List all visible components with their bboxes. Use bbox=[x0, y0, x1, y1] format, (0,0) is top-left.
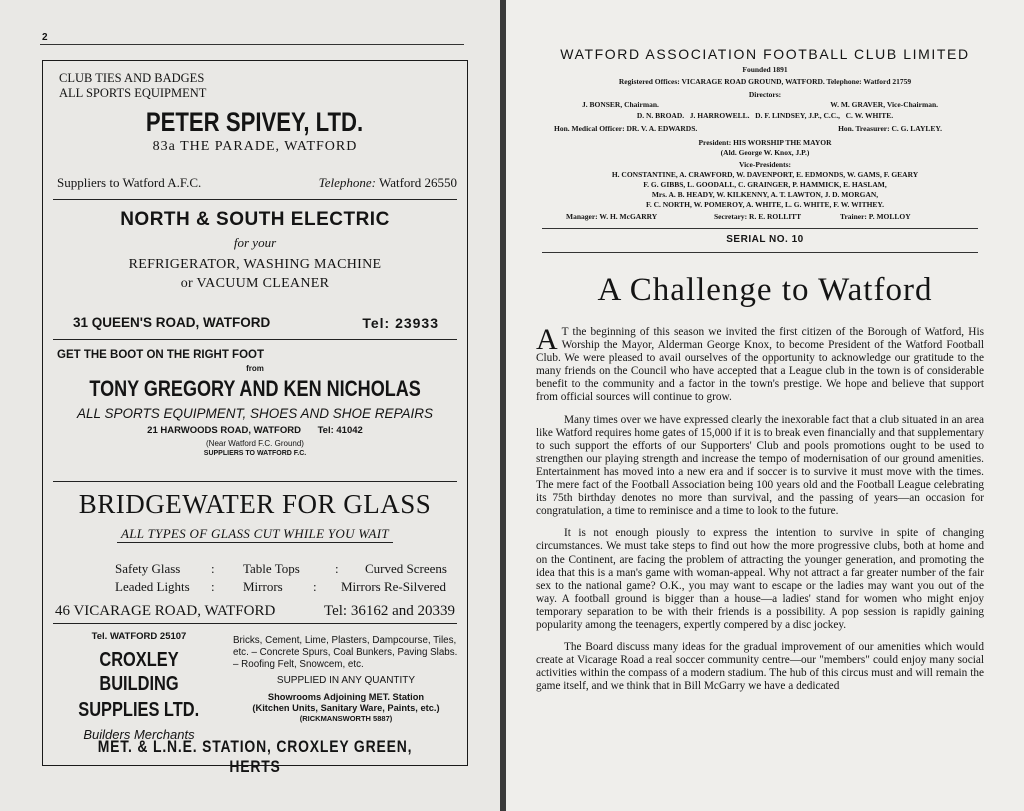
glass-item: Table Tops bbox=[243, 561, 300, 576]
header-rule bbox=[542, 228, 978, 229]
spivey-address: 83a THE PARADE, WATFORD bbox=[152, 139, 358, 154]
chairman: J. BONSER, Chairman. bbox=[582, 100, 659, 109]
croxley-name-2: SUPPLIES LTD. bbox=[78, 699, 200, 721]
electric-address: 31 QUEEN'S ROAD, WATFORD bbox=[73, 315, 271, 330]
top-rule bbox=[40, 44, 464, 45]
medical-officer: Hon. Medical Officer: DR. V. A. EDWARDS. bbox=[554, 124, 698, 133]
glass-name: BRIDGEWATER FOR GLASS bbox=[78, 489, 432, 519]
left-page bbox=[0, 0, 500, 811]
vice-presidents-line: H. CONSTANTINE, A. CRAWFORD, W. DAVENPORT, E. EDMONDS, W. GAMS, F. GEARY bbox=[611, 170, 919, 179]
glass-address: 46 VICARAGE ROAD, WATFORD bbox=[55, 603, 276, 619]
glass-separator: : bbox=[313, 579, 317, 594]
glass-separator: : bbox=[335, 561, 339, 576]
article-paragraph: It is not enough piously to express the intention to survive in spite of changing circumstances. We must take steps to find out how the more progressive clubs, both at home and on the Continent, are facing the problem of attracting the younger generation, and promoting the idea that this is a man's game with woman-appeal. Why not attract a far greater number of the fair sex to the national game? O.K., you may want to escape or the ladies may want you out of the way. A football ground is bigger than a house—a ladies' stand for women who might enjoy temporary separation to be with their friends is a possibility. A pop session is rapidly gaining popularity among the teenagers, expertly compered by a disc jockey. bbox=[536, 527, 984, 631]
spivey-telephone-label: Telephone: bbox=[318, 175, 376, 190]
advert-frame bbox=[42, 60, 468, 776]
vice-presidents-line: F. C. NORTH, W. POMEROY, A. WHITE, L. G. WHITE, F. W. WITHEY. bbox=[645, 200, 885, 209]
electric-items-2: or VACUUM CLEANER bbox=[180, 276, 330, 291]
glass-tel: Tel: 36162 and 20339 bbox=[323, 603, 455, 619]
glass-tagline: ALL TYPES OF GLASS CUT WHILE YOU WAIT bbox=[117, 526, 393, 543]
vice-presidents-line: Mrs. A. B. HEADY, W. KILKENNY, A. T. LAWTON, J. D. MORGAN, bbox=[651, 190, 879, 199]
boot-near: (Near Watford F.C. Ground) bbox=[206, 439, 304, 448]
right-page bbox=[506, 0, 1024, 811]
directors-list: D. N. BROAD. J. HARROWELL. D. F. LINDSEY, J.P., C.C., C. W. WHITE. bbox=[636, 111, 894, 120]
vice-presidents-label: Vice-Presidents: bbox=[738, 160, 792, 169]
article-headline: A Challenge to Watford bbox=[597, 272, 933, 308]
drop-cap: A bbox=[536, 323, 558, 356]
article-paragraph: The Board discuss many ideas for the gradual improvement of our amenities which would create at Vicarage Road a real soccer community centre—our "members" could enjoy many social activities within the compass of a modern stadium. The hub of this circus must and will remain the game itself, and we think that in Bill McGarry we have a dedicated bbox=[536, 641, 984, 693]
article-paragraph: Many times over we have expressed clearly the inexorable fact that a club situated in an area like Watford requires home gates of 15,000 if it is to break even financially and that supplementary to such support the efforts of our Supporters' Club and pools promotions ought to be used to strengthen our playing strength and increase the tempo of modernisation of our ground amenities. Entertainment has moved into a new era and if soccer is to survive it must move with the times. The mere fact of the Football Association being 100 years old and the Football League celebrating its 75th birthday denotes no more than survival, and the passing of years—an occasion for congratulation, a time to reminisce and a time to look to the future. bbox=[536, 413, 984, 518]
glass-item: Mirrors bbox=[243, 579, 283, 594]
glass-item: Curved Screens bbox=[365, 561, 447, 576]
article-paragraph: A T the beginning of this season we invited the first citizen of the Borough of Watford, His Worship the Mayor, Alderman George Knox, to become President of the Watford Football Club. We were pleased to avail ourselves of the opportunity to acknowledge our gratitude to the many friends on the Council who have accepted that a League club in the town is of considerable benefit to the community and a factor in the town's prestige. We hope and believe that support from official sources will continue to grow. bbox=[536, 323, 984, 404]
glass-item: Mirrors Re-Silvered bbox=[341, 579, 447, 594]
boot-names: TONY GREGORY AND KEN NICHOLAS bbox=[89, 376, 421, 401]
glass-item: Safety Glass bbox=[115, 561, 181, 576]
croxley-rickmansworth: (RICKMANSWORTH 5887) bbox=[299, 714, 393, 723]
secretary: Secretary: R. E. ROLLITT bbox=[714, 212, 802, 221]
vice-chairman: W. M. GRAVER, Vice-Chairman. bbox=[830, 100, 938, 109]
directors-label: Directors: bbox=[748, 90, 782, 99]
article-body bbox=[536, 323, 984, 702]
croxley-station: MET. & L.N.E. STATION, CROXLEY GREEN, HERTS bbox=[97, 737, 413, 776]
divider bbox=[53, 199, 457, 200]
boot-services: ALL SPORTS EQUIPMENT, SHOES AND SHOE REPAIRS bbox=[76, 406, 434, 421]
ad-north-south-electric bbox=[43, 209, 467, 331]
croxley-supplied: SUPPLIED IN ANY QUANTITY bbox=[276, 675, 416, 686]
glass-separator: : bbox=[211, 579, 215, 594]
croxley-showrooms-1: Showrooms Adjoining MET. Station bbox=[267, 692, 425, 702]
president: President: HIS WORSHIP THE MAYOR bbox=[698, 138, 832, 147]
croxley-goods: Bricks, Cement, Lime, Plasters, Dampcourse, Tiles, etc. – Concrete Spurs, Coal Bunkers, Paving Slabs. – Roofing Felt, Snowcem, etc. bbox=[233, 635, 458, 670]
boot-tel: Tel: 41042 bbox=[317, 425, 363, 436]
electric-items-1: REFRIGERATOR, WASHING MACHINE bbox=[128, 257, 382, 272]
boot-from: from bbox=[246, 364, 264, 373]
spivey-telephone-number: Watford 26550 bbox=[378, 175, 457, 190]
divider bbox=[53, 339, 457, 340]
founded: Founded 1891 bbox=[742, 65, 788, 74]
croxley-showrooms-2: (Kitchen Units, Sanitary Ware, Paints, etc.) bbox=[252, 703, 440, 713]
glass-separator: : bbox=[211, 561, 215, 576]
electric-name: NORTH & SOUTH ELECTRIC bbox=[120, 209, 390, 230]
ad-peter-spivey bbox=[43, 71, 467, 190]
croxley-trade: Builders Merchants bbox=[83, 727, 195, 742]
trainer: Trainer: P. MOLLOY bbox=[840, 212, 911, 221]
treasurer: Hon. Treasurer: C. G. LAYLEY. bbox=[838, 124, 942, 133]
spivey-suppliers: Suppliers to Watford A.F.C. bbox=[57, 175, 202, 190]
divider bbox=[53, 481, 457, 482]
spivey-line1: CLUB TIES AND BADGES bbox=[59, 71, 205, 85]
divider bbox=[53, 623, 457, 624]
boot-suppliers: SUPPLIERS TO WATFORD F.C. bbox=[203, 450, 307, 457]
vice-presidents-line: F. G. GIBBS, L. GOODALL, C. GRAINGER, P. HAMMICK, E. HASLAM, bbox=[643, 180, 887, 189]
serial-number: SERIAL NO. 10 bbox=[726, 234, 804, 245]
spivey-name: PETER SPIVEY, LTD. bbox=[146, 107, 364, 137]
club-name: WATFORD ASSOCIATION FOOTBALL CLUB LIMITED bbox=[560, 46, 970, 62]
ad-croxley-building-supplies bbox=[43, 631, 467, 776]
ad-bridgewater-for-glass bbox=[43, 489, 467, 619]
ad-tony-gregory-ken-nicholas bbox=[43, 349, 467, 457]
electric-tel: Tel: 23933 bbox=[362, 315, 439, 331]
manager: Manager: W. H. McGARRY bbox=[566, 212, 658, 221]
header-rule bbox=[542, 252, 978, 253]
electric-for-your: for your bbox=[233, 235, 277, 250]
spivey-line2: ALL SPORTS EQUIPMENT bbox=[59, 86, 207, 100]
boot-headline: GET THE BOOT ON THE RIGHT FOOT bbox=[57, 349, 264, 361]
president-name: (Ald. George W. Knox, J.P.) bbox=[720, 148, 810, 157]
spivey-telephone bbox=[319, 175, 457, 191]
croxley-name-1: CROXLEY BUILDING bbox=[99, 649, 179, 695]
boot-address: 21 HARWOODS ROAD, WATFORD bbox=[147, 425, 301, 436]
croxley-tel: Tel. WATFORD 25107 bbox=[91, 631, 187, 642]
page-number: 2 bbox=[42, 32, 48, 43]
glass-item: Leaded Lights bbox=[115, 579, 190, 594]
registered-offices: Registered Offices: VICARAGE ROAD GROUND, WATFORD. Telephone: Watford 21759 bbox=[618, 77, 912, 86]
